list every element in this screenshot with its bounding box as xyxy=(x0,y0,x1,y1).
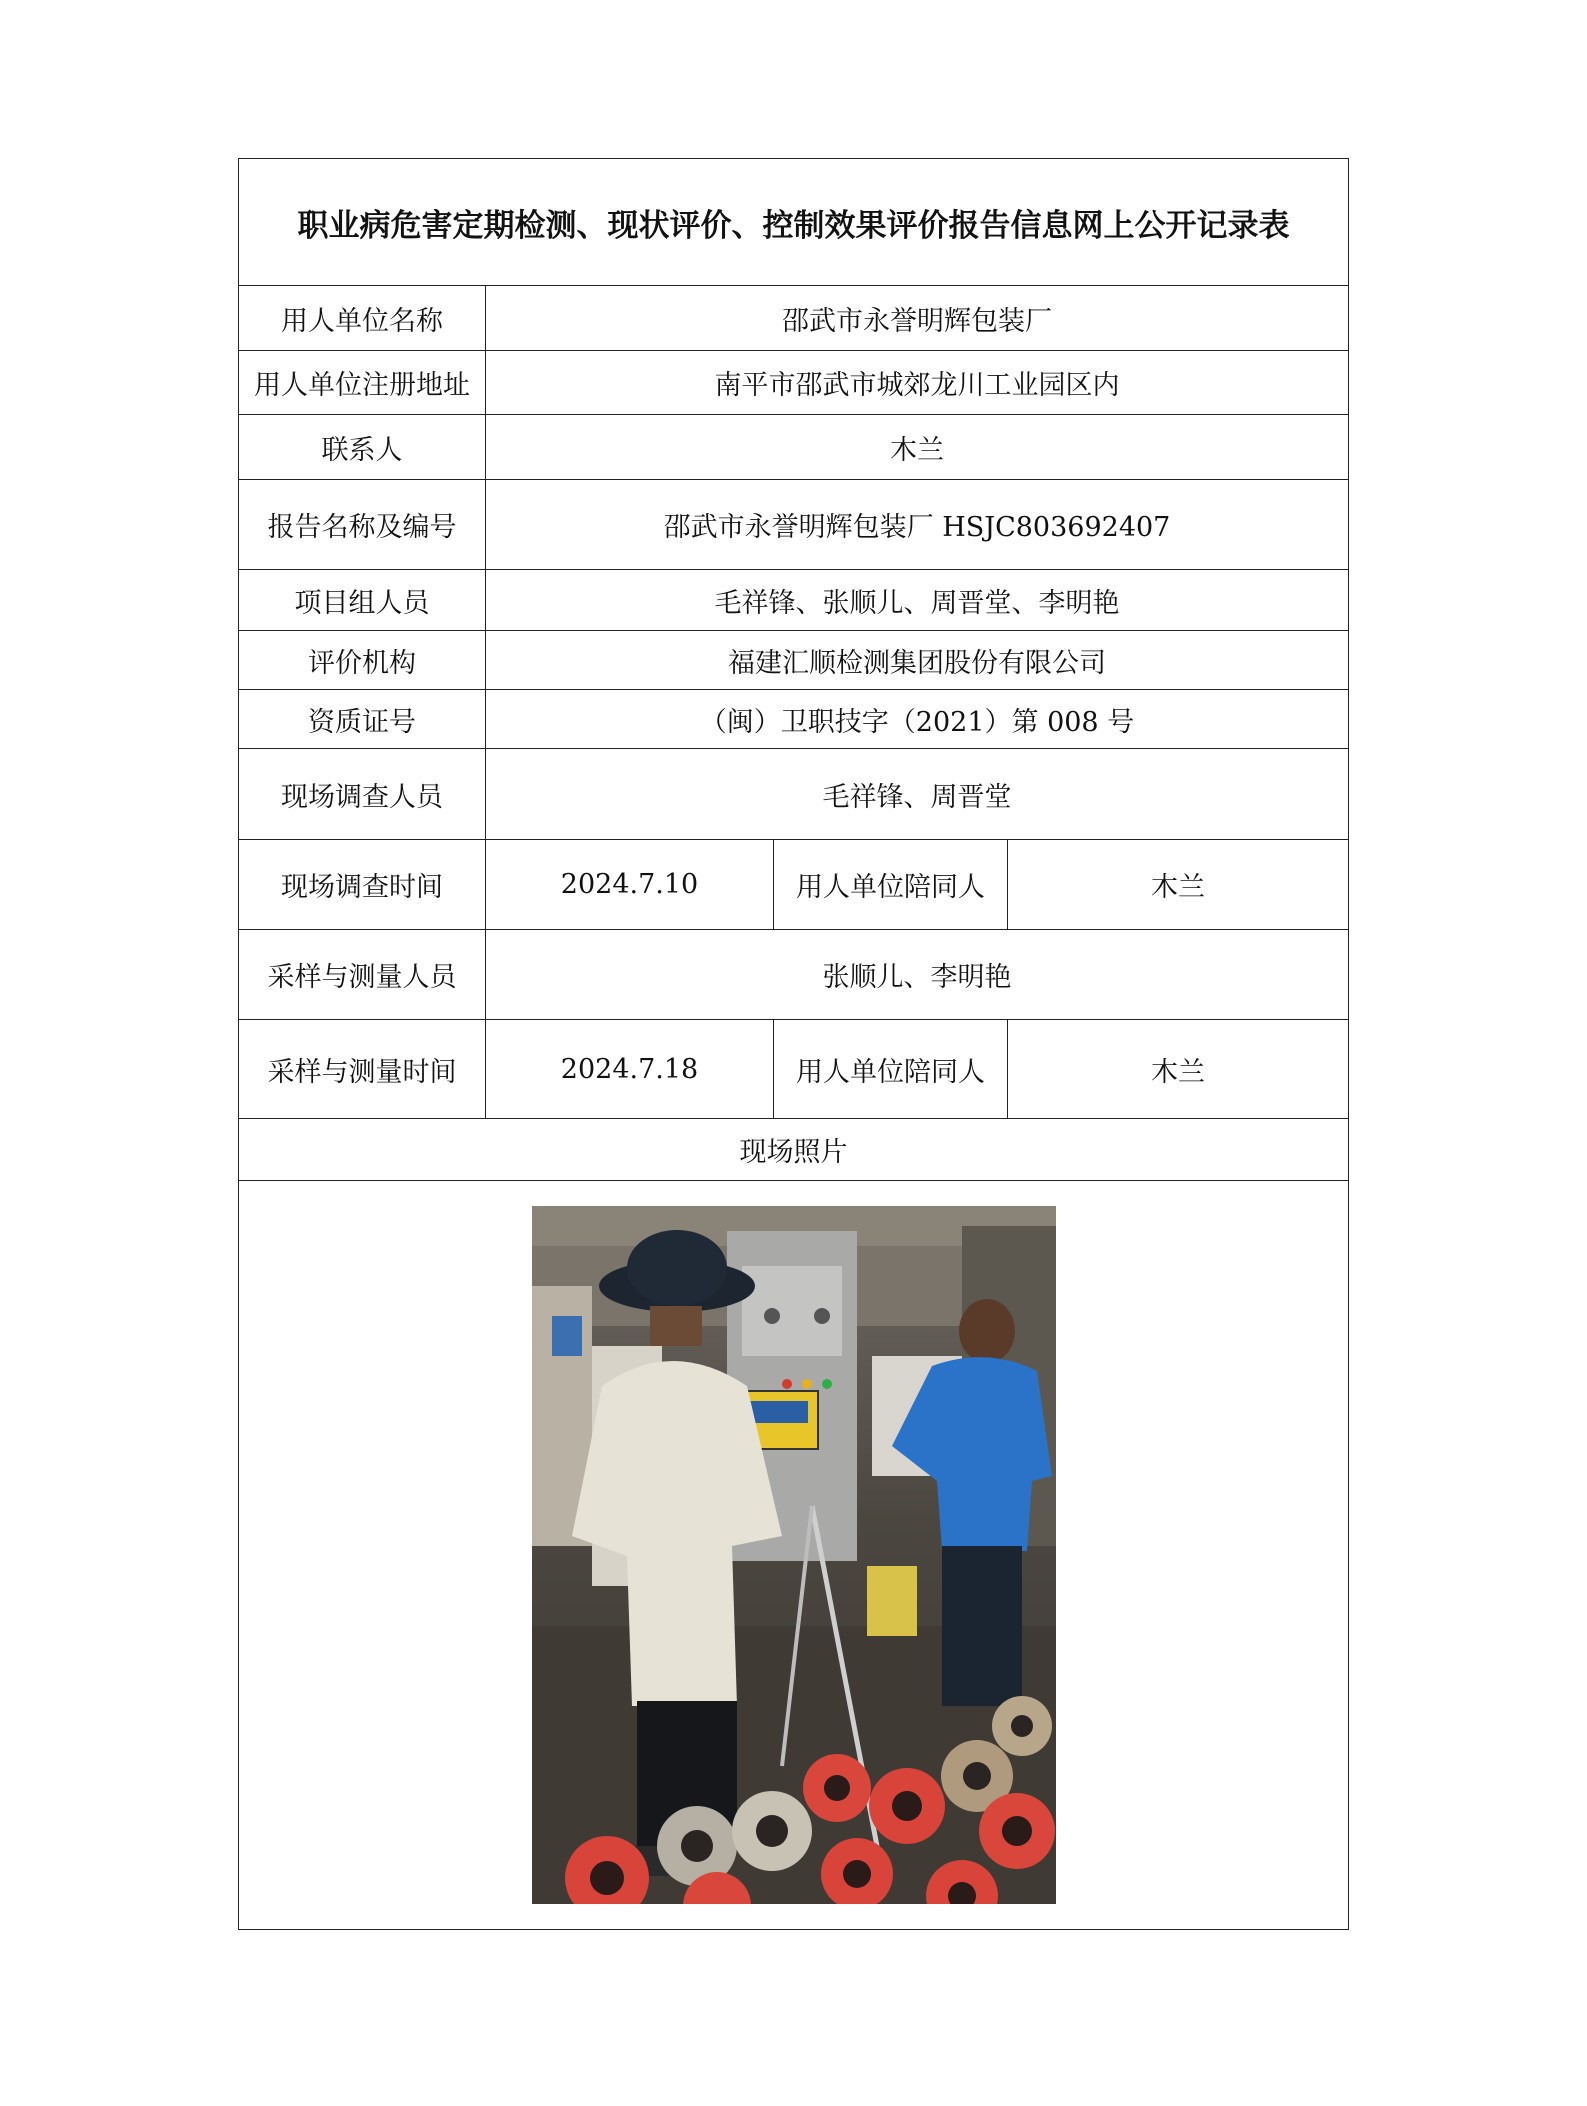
title-row xyxy=(239,159,1349,286)
survey-companion-value: 木兰 xyxy=(1008,840,1349,930)
report-value: 邵武市永誉明辉包装厂 HSJC803692407 xyxy=(486,480,1349,570)
contact-label: 联系人 xyxy=(239,415,486,480)
row-qualification xyxy=(239,690,1349,749)
survey-time-value: 2024.7.10 xyxy=(486,840,774,930)
survey-staff-label: 现场调查人员 xyxy=(239,749,486,840)
photo-cell xyxy=(239,1181,1349,1930)
sampling-time-value: 2024.7.18 xyxy=(486,1020,774,1119)
sampling-staff-value: 张顺儿、李明艳 xyxy=(486,930,1349,1020)
row-contact xyxy=(239,415,1349,480)
qualification-label: 资质证号 xyxy=(239,690,486,749)
row-employer-name xyxy=(239,286,1349,351)
photo-section-label: 现场照片 xyxy=(239,1119,1349,1181)
row-sampling-time xyxy=(239,1020,1349,1119)
row-photo-header xyxy=(239,1119,1349,1181)
row-sampling-staff xyxy=(239,930,1349,1020)
row-evaluation-agency xyxy=(239,631,1349,690)
page-title: 职业病危害定期检测、现状评价、控制效果评价报告信息网上公开记录表 xyxy=(239,159,1349,286)
row-report xyxy=(239,480,1349,570)
project-team-value: 毛祥锋、张顺儿、周晋堂、李明艳 xyxy=(486,570,1349,631)
site-photo-illustration xyxy=(532,1206,1056,1904)
record-sheet xyxy=(238,158,1348,1930)
sampling-staff-label: 采样与测量人员 xyxy=(239,930,486,1020)
row-survey-staff xyxy=(239,749,1349,840)
sampling-time-label: 采样与测量时间 xyxy=(239,1020,486,1119)
record-table xyxy=(238,158,1349,1930)
row-photo xyxy=(239,1181,1349,1930)
row-employer-address xyxy=(239,351,1349,415)
evaluation-agency-value: 福建汇顺检测集团股份有限公司 xyxy=(486,631,1349,690)
employer-name-label: 用人单位名称 xyxy=(239,286,486,351)
qualification-value: （闽）卫职技字（2021）第 008 号 xyxy=(486,690,1349,749)
survey-time-label: 现场调查时间 xyxy=(239,840,486,930)
employer-address-value: 南平市邵武市城郊龙川工业园区内 xyxy=(486,351,1349,415)
sampling-companion-label: 用人单位陪同人 xyxy=(774,1020,1008,1119)
employer-address-label: 用人单位注册地址 xyxy=(239,351,486,415)
employer-name-value: 邵武市永誉明辉包装厂 xyxy=(486,286,1349,351)
sampling-companion-value: 木兰 xyxy=(1008,1020,1349,1119)
survey-companion-label: 用人单位陪同人 xyxy=(774,840,1008,930)
site-photo xyxy=(532,1206,1056,1904)
survey-staff-value: 毛祥锋、周晋堂 xyxy=(486,749,1349,840)
evaluation-agency-label: 评价机构 xyxy=(239,631,486,690)
row-project-team xyxy=(239,570,1349,631)
project-team-label: 项目组人员 xyxy=(239,570,486,631)
row-survey-time xyxy=(239,840,1349,930)
contact-value: 木兰 xyxy=(486,415,1349,480)
report-label: 报告名称及编号 xyxy=(239,480,486,570)
